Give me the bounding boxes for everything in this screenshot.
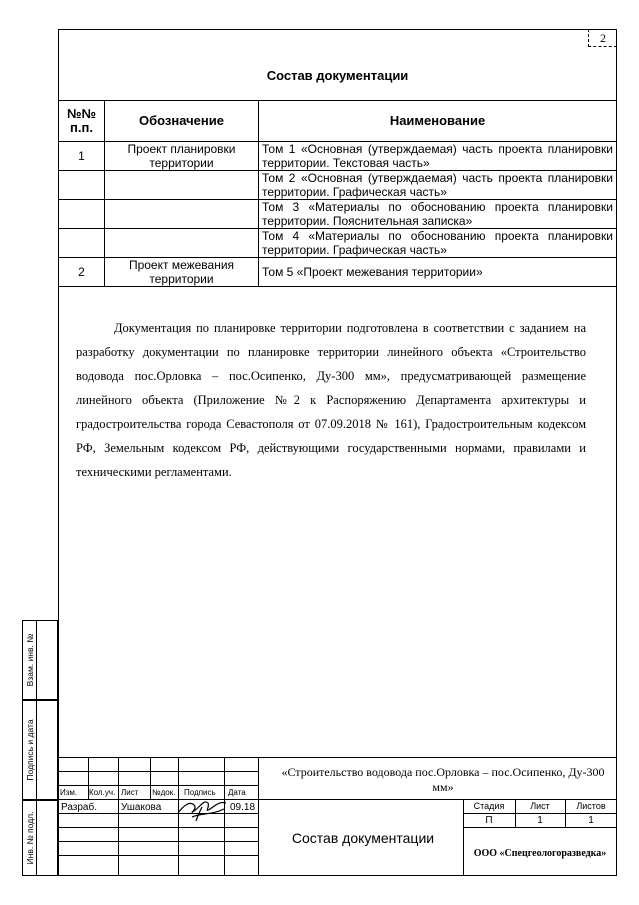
row-name: Том 4 «Материалы по обоснованию проекта планировки территории. Графическая часть» [259,229,617,258]
row-num [59,200,105,229]
project-title: «Строительство водовода пос.Орловка – пос.Осипенко, Ду-300 мм» [281,765,605,794]
row-designation: Проект планировки территории [105,142,259,171]
sheets-label: Листов [576,801,606,811]
sheet-title: Состав документации [291,830,435,846]
stamp-header-list: Лист [121,788,139,797]
table-row [59,171,617,200]
stamp-header-izm: Изм. [60,788,78,797]
stage-label: Стадия [473,801,505,811]
stage-value: П [485,815,493,826]
side-label-podpis: Подпись и дата [24,719,35,781]
row-name: Том 5 «Проект межевания территории» [259,258,617,287]
col-header-num: №№ п.п. [59,101,105,142]
row-num: 2 [59,258,105,287]
developer-name: Ушакова [121,802,162,813]
sign-date: 09.18 [230,802,256,813]
sheet-label: Лист [530,801,550,811]
organization-name: ООО «Спецгеологоразведка» [473,848,607,859]
sheet-value: 1 [537,815,543,826]
side-box-inv [22,800,58,876]
document-title: Состав документации [266,68,409,83]
col-header-name: Наименование [259,101,617,142]
col-header-designation: Обозначение [105,101,259,142]
table-row [59,258,617,287]
row-designation [105,200,259,229]
row-designation [105,229,259,258]
row-name: Том 3 «Материалы по обоснованию проекта планировки территории. Пояснительная записка» [259,200,617,229]
row-designation [105,171,259,200]
row-num [59,229,105,258]
stamp-header-koluch: Кол.уч. [89,788,116,797]
table-row [59,229,617,258]
sheets-value: 1 [588,815,594,826]
stamp-header-data: Дата [228,788,246,797]
row-num: 1 [59,142,105,171]
stamp-header-ndok: №док. [152,788,176,797]
table-row [59,142,617,171]
title-block [58,757,617,876]
developed-label: Разраб. [61,802,98,813]
body-paragraph: Документация по планировке территории подготовлена в соответствии с заданием на разработку документации по планировке территории линейного объекта «Строительство водовода пос.Орловка – пос.Осипенко, Ду-300 мм», предусматривающей размещение линейного объекта (Приложение №2 к Распоряжению Департамента архитектуры и градостроительства города Севастополя от 07.09.2018 № 161), Градостроительным кодексом РФ, Земельным кодексом РФ, действующими государственными нормами, правилами и техническими регламентами. [76,321,586,479]
row-name: Том 2 «Основная (утверждаемая) часть проекта планировки территории. Графическая часть» [259,171,617,200]
page-number: 2 [588,29,617,47]
side-label-inv: Инв. № подл. [24,811,35,865]
side-box-podpis [22,700,58,800]
row-num [59,171,105,200]
stamp-header-podpis: Подпись [184,788,216,797]
row-name: Том 1 «Основная (утверждаемая) часть проекта планировки территории. Текстовая часть» [259,142,617,171]
side-label-vzam: Взам. инв. № [24,633,35,687]
signature-icon [174,791,234,825]
row-designation: Проект межевания территории [105,258,259,287]
table-header-row [59,101,617,142]
composition-table [58,100,617,287]
table-row [59,200,617,229]
side-box-vzam [22,620,58,700]
